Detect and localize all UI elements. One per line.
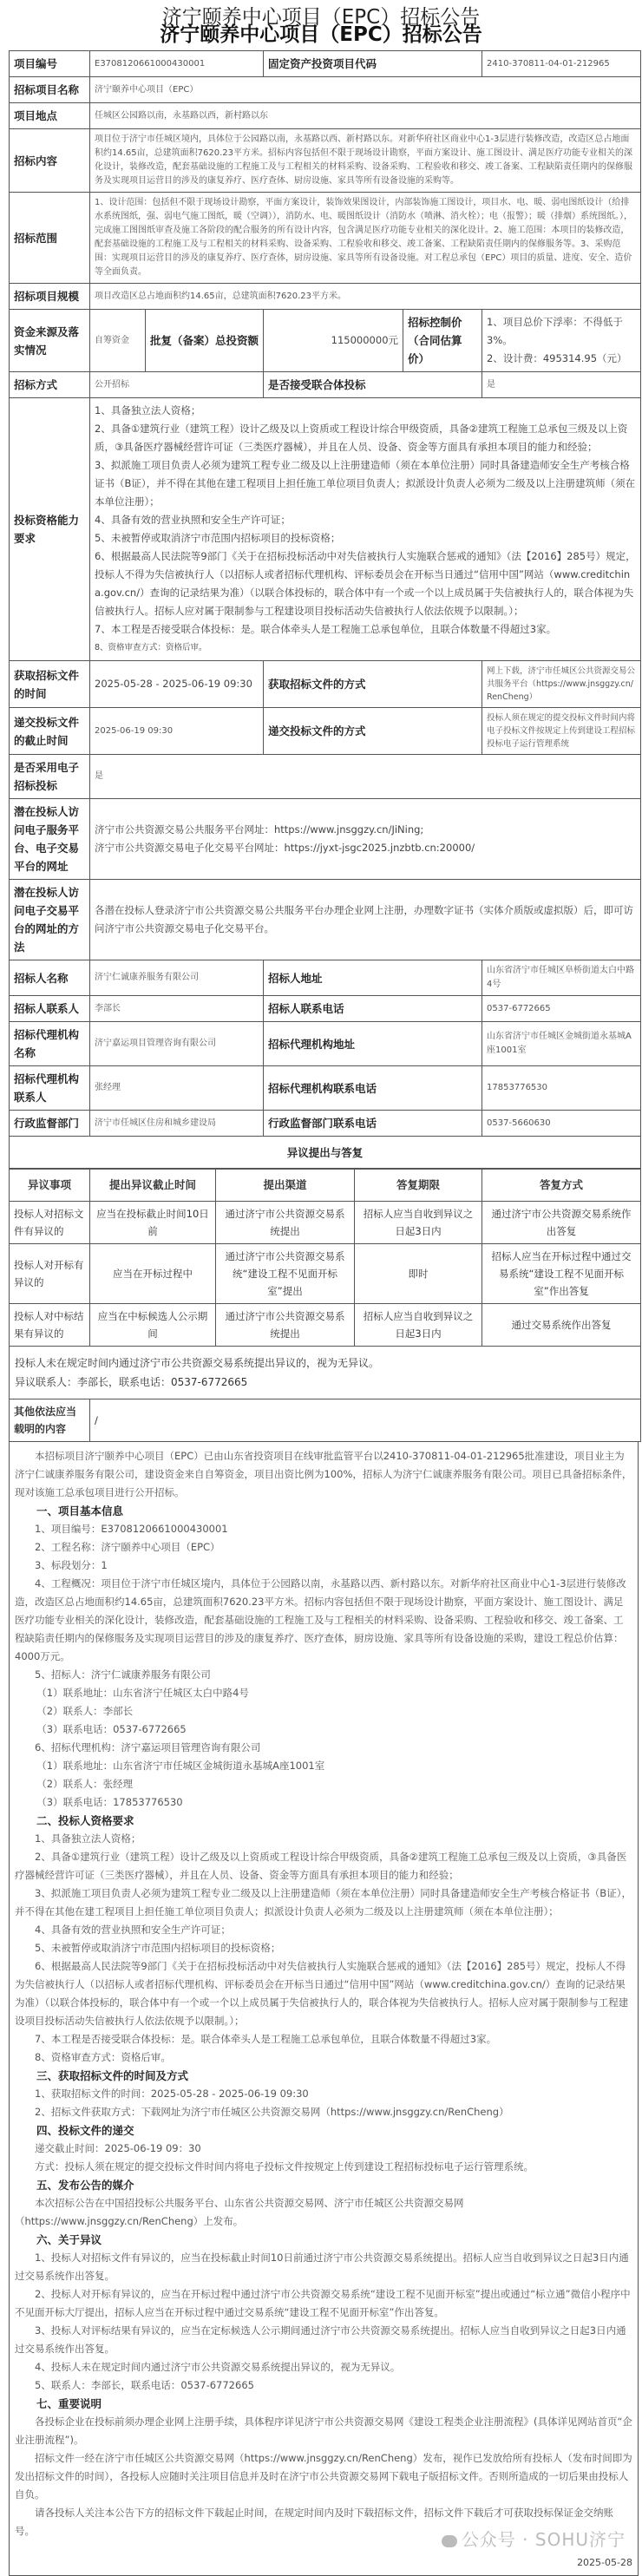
access: 各潜在投标人登录济宁市公共资源交易公共服务平台办理企业网上注册，办理数字证书（实体介质版或虚拟版）后，即可访问济宁市公共资源交易电子化交易平台。	[90, 880, 641, 960]
objection-note-1: 投标人未在规定时间内通过济宁市公共资源交易系统提出异议的，视为无异议。	[15, 1357, 380, 1369]
objection-row	[10, 1304, 641, 1347]
scope: 1、设计范围：包括但不限于现场设计勘察，平面方案设计，装饰效果图设计，内部装饰施工图设计，项目水、电、暖、弱电图纸设计（给排水系统图纸，强、弱电气施工图纸，暖（空调）），消防水、电、暖图纸设计（消防水（喷淋、消火栓）；电（报警）；暖（排烟）系统图纸。），完成施工图图纸审查及施工各阶段的配合服务的所有设计内容，包含满足医疗功能专业相关的深化设计。2、施工范围：本项目的装修改造，配套基础设施的工程施工及与工程相关的材料采购、设备采购、工程验收和移交、竣工备案、工程缺陷责任期内的保修服务等。3、采购范围：实现项目运营目的涉及的康复养疗、医疗查体，厨房设施、家具等所有设备设施。对工程总承包（EPC）项目的质量、进度、安全、造价等全面负责。	[90, 193, 641, 284]
section-heading: 五、发布公告的媒介	[36, 2179, 134, 2192]
supervisor-label: 行政监督部门	[10, 1111, 90, 1137]
qual-item: 6、根据最高人民法院等9部门《关于在招标投标活动中对失信被执行人实施联合惩戒的通知》（法【2016】285号）规定，投标人不得为失信被执行人（以招标人或者招标代理机构、评标委员会在开标当日通过“信用中国”网站（www.creditchina.gov.cn/）查询的记录结果为准）（以联合体投标的，联合体中有一个或一个以上成员属于失信被执行人的，联合体视为失信被执行人。招标人应对属于限制参与工程建设项目投标活动失信被执行人依法依规予以限制。）；	[95, 550, 636, 617]
platform-url-2[interactable]: 济宁市公共资源交易电子化交易平台网址：https://jyxt-jsgc2025.jnzbtb.cn:20000/	[95, 842, 475, 854]
project-no-label: 项目编号	[10, 51, 90, 77]
page-title: 济宁颐养中心项目（EPC）招标公告	[161, 6, 481, 29]
other-label: 其他依法应当载明的内容	[10, 1399, 90, 1442]
wechat-icon	[442, 2535, 457, 2547]
body-paragraph: 6、根据最高人民法院等9部门《关于在招标投标活动中对失信被执行人实施联合惩戒的通知》（法【2016】285号）规定，投标人不得为失信被执行人（以招标人或者招标代理机构、评标委员会在开标当日通过“信用中国”网站（www.creditchina.gov.cn/）查询的记录结果为准）（以联合体投标的，联合体中有一个或一个以上成员属于失信被执行人的，联合体视为失信被执行人。招标人应对属于限制参与工程建设项目投标活动失信被执行人依法依规予以限制。）；	[15, 1960, 629, 2027]
control-line-1: 1、项目总价下浮率：不得低于3%。	[487, 316, 623, 346]
objection-row	[10, 1244, 641, 1304]
scope-label: 招标范围	[10, 193, 90, 284]
body-paragraph: 6、招标代理机构：济宁嘉运项目管理咨询有限公司	[35, 1741, 261, 1753]
get-time-label: 获取招标文件的时间	[10, 661, 90, 708]
objection-item: 投标人对开标有异议的	[10, 1244, 90, 1304]
objection-header: 提出异议截止时间	[90, 1170, 216, 1202]
objection-channel: 通过济宁市公共资源交易系统提出	[216, 1202, 355, 1244]
objection-note	[10, 1347, 641, 1399]
supervisor: 济宁市任城区住房和城乡建设局	[90, 1111, 264, 1137]
section-heading: 七、重要说明	[36, 2397, 102, 2410]
tenderer-addr-label: 招标人地址	[264, 960, 482, 996]
qual-item: 1、具备独立法人资格；	[95, 404, 201, 416]
body-paragraph: 递交截止时间：2025-06-19 09：30	[35, 2142, 201, 2154]
objection-reply-period: 招标人应当自收到异议之日起3日内	[355, 1202, 482, 1244]
objection-item: 投标人对中标结果有异议的	[10, 1304, 90, 1347]
fixed-code: 2410-370811-04-01-212965	[482, 51, 641, 77]
body-paragraph: 1、获取招标文件的时间：2025-05-28 - 2025-06-19 09:30	[35, 2088, 309, 2100]
table-row	[10, 129, 641, 193]
tenderer-addr: 山东省济宁市任城区阜桥街道太白中路4号	[482, 960, 641, 996]
table-row	[10, 103, 641, 129]
table-row	[10, 1022, 641, 1066]
approved-amount: 115000000元	[264, 310, 403, 372]
body-paragraph: 1、投标人对招标文件有异议的，应当在投标截止时间10日前通过济宁市公共资源交易系统提出。招标人应当自收到异议之日起3日内通过交易系统作出答复。	[15, 2252, 629, 2282]
table-row	[10, 193, 641, 284]
objection-item: 投标人对招标文件有异议的	[10, 1202, 90, 1244]
watermark-date: 2025-05-28	[577, 2557, 632, 2568]
body-paragraph: 本招标项目济宁颐养中心项目（EPC）已由山东省投资项目在线审批监管平台以2410-370811-04-01-212965批准建设，项目业主为济宁仁诚康养服务有限公司，建设资金来自自筹资金，项目出资比例为100%，招标人为济宁仁诚康养服务有限公司。项目已具备招标条件，现对该施工总承包项目进行公开招标。	[15, 1450, 632, 1498]
body-paragraph: 2、具备①建筑行业（建筑工程）设计乙级及以上资质或工程设计综合甲级资质，具备②建筑工程施工总承包三级及以上资质，③具备医疗器械经营许可证（三类医疗器械），并且在人员、设备、资金等方面具有承担本项目的能力和经验；	[15, 1851, 627, 1881]
project-no: E3708120661000430001	[90, 51, 264, 77]
approved-label: 批复（备案）总投资额	[146, 310, 264, 372]
objection-reply-period: 招标人应当自收到异议之日起3日内	[355, 1304, 482, 1347]
table-row	[10, 960, 641, 996]
table-row	[10, 880, 641, 960]
section-heading: 一、项目基本信息	[36, 1504, 124, 1517]
get-time: 2025-05-28 - 2025-06-19 09:30	[90, 661, 264, 708]
body-paragraph: 5、未被暂停或取消济宁市范围内招标项目的投标资格；	[35, 1942, 281, 1954]
tenderer-phone-label: 招标人联系电话	[264, 996, 482, 1022]
content: 项目位于济宁市任城区境内，具体位于公园路以南，永基路以西、新村路以东。对新华府社区商业中心1-3层进行装修改造，改造区总占地面积约14.65亩，总建筑面积7620.23平方米。招标内容包括但不限于现场设计勘察，平面方案设计、施工图设计、满足医疗功能专业相关的深化设计，装修改造，配套基础设施的工程施工及与工程相关的材料采购、设备采购、工程验收和移交、竣工备案、工程缺陷责任期内的保修服务及实现项目运营目的涉及的康复养疗、医疗查体、厨房设施、家具等所有设备设施的采购等。	[90, 129, 641, 193]
body-paragraph: 本次招标公告在中国招投标公共服务平台、山东省公共资源交易网、济宁市任城区公共资源交易网（https://www.jnsggzy.cn/RenCheng）上发布。	[15, 2197, 464, 2227]
body-paragraph: 5、联系人：李部长，联系电话：0537-6772665	[35, 2379, 254, 2391]
watermark	[442, 2526, 626, 2551]
body-paragraph: 请各投标人关注本公告下方的招标文件下载起止时间，在规定时间内及时下载招标文件，招标文件下载后才可获取投标保证金交纳账号。	[15, 2507, 613, 2537]
agency-label: 招标代理机构名称	[10, 1022, 90, 1066]
name-label: 招标项目名称	[10, 77, 90, 103]
body-paragraph: （1）联系地址：山东省济宁任城区太白中路4号	[36, 1687, 249, 1699]
body-paragraph: 3、投标人对评标结果有异议的，应当在定标候选人公示期间通过济宁市公共资源交易系统提出。招标人应当自收到异议之日起3日内通过交易系统作出答复。	[15, 2324, 626, 2355]
table-row	[10, 51, 641, 77]
section-heading: 二、投标人资格要求	[36, 1814, 134, 1827]
objection-title: 异议提出与答复	[10, 1137, 641, 1169]
page-title-bold: 济宁颐养中心项目（EPC）招标公告	[160, 23, 482, 46]
platform-label: 潜在投标人访问电子服务平台、电子交易平台的网址	[10, 799, 90, 880]
body-paragraph: 2、工程名称：济宁颐养中心项目（EPC）	[35, 1541, 220, 1553]
body-paragraph: （2）联系人：张经理	[36, 1778, 134, 1790]
objection-reply-method: 通过交易系统作出答复	[482, 1304, 641, 1347]
deadline-label: 递交投标文件的截止时间	[10, 708, 90, 755]
agency-addr-label: 招标代理机构地址	[264, 1022, 482, 1066]
agency-contact-label: 招标代理机构联系人	[10, 1066, 90, 1111]
body-paragraph: 3、拟派施工项目负责人必须为建筑工程专业二级及以上注册建造师（须在本单位注册）同时具备建造师安全生产考核合格证书（B证），并不得在其他在建工程项目上担任施工单位项目负责人；拟派设计负责人必须为二级及以上注册建筑师（须在本单位注册）；	[15, 1887, 632, 1917]
supervisor-phone: 0537-5660630	[482, 1111, 641, 1137]
watermark-text: 公众号 · SOHU济宁	[461, 2529, 626, 2550]
scale-label: 招标项目规模	[10, 284, 90, 310]
table-row	[10, 708, 641, 755]
table-row	[10, 661, 641, 708]
table-row	[10, 1137, 641, 1169]
objection-table	[9, 1169, 641, 1442]
body-paragraph: 3、标段划分：1	[35, 1559, 108, 1571]
location-label: 项目地点	[10, 103, 90, 129]
info-table	[9, 50, 641, 1169]
objection-header: 异议事项	[10, 1170, 90, 1202]
get-method-label: 获取招标文件的方式	[264, 661, 482, 708]
table-row	[10, 398, 641, 661]
platform-url-1[interactable]: 济宁市公共资源交易公共服务平台网址：https://www.jnsggzy.cn/JiNing;	[95, 823, 424, 836]
objection-reply-period: 即时	[355, 1244, 482, 1304]
control-line-2: 2、设计费：495314.95（元）	[487, 352, 627, 364]
project-name: 济宁颐养中心项目（EPC）	[90, 77, 641, 103]
body-paragraph: 8、资格审查方式：资格后审。	[35, 2051, 171, 2063]
body-paragraph: 1、具备独立法人资格；	[35, 1832, 141, 1845]
objection-channel: 通过济宁市公共资源交易系统提出	[216, 1304, 355, 1347]
body-paragraph: （3）联系电话：17853776530	[36, 1796, 183, 1808]
agency: 济宁嘉运项目管理咨询有限公司	[90, 1022, 264, 1066]
table-row	[10, 1066, 641, 1111]
fixed-code-label: 固定资产投资项目代码	[264, 51, 482, 77]
qual-item: 3、拟派施工项目负责人必须为建筑工程专业二级及以上注册建造师（须在本单位注册）同时具备建造师安全生产考核合格证书（B证），并不得在其他在建工程项目上担任施工单位项目负责人；拟派设计负责人必须为二级及以上注册建筑师（须在本单位注册）；	[95, 459, 636, 508]
body-paragraph: 各投标企业在投标前须办理企业网上注册手续，具体程序详见济宁市公共资源交易网《建设工程类企业注册流程》(具体详见网站首页“企业注册流程”)。	[15, 2415, 632, 2446]
objection-header: 答复方式	[482, 1170, 641, 1202]
method-label: 招标方式	[10, 372, 90, 398]
qual-item: 7、本工程是否接受联合体投标：是。联合体牵头人是工程施工总承包单位，且联合体数量不得超过3家。	[95, 623, 557, 635]
body-paragraph: 4、工程概况：项目位于济宁市任城区境内，具体位于公园路以南，永基路以西、新村路以东。对新华府社区商业中心1-3层进行装修改造，改造区总占地面积约14.65亩，总建筑面积7620.23平方米。招标内容包括但不限于现场设计勘察，平面方案设计、施工图设计、满足医疗功能专业相关的深化设计，装修改造，配套基础设施的工程施工及与工程相关的材料采购、设备采购、工程验收和移交、竣工备案、工程缺陷责任期内的保修服务及实现项目运营目的涉及的康复养疗、医疗查体，厨房设施、家具等所有设备设施的采购，建设工程总价估算：4000万元。	[15, 1577, 626, 1662]
platform-urls	[90, 799, 641, 880]
objection-row	[10, 1202, 641, 1244]
body-paragraph: （3）联系电话：0537-6772665	[36, 1723, 187, 1735]
agency-addr: 山东省济宁市任城区金城街道永基城A座1001室	[482, 1022, 641, 1066]
fund-label: 资金来源及落实情况	[10, 310, 90, 372]
objection-channel: 通过济宁市公共资源交易系统“建设工程不见面开标室”提出	[216, 1244, 355, 1304]
submit-method: 投标人须在规定的提交投标文件时间内将电子投标文件按规定上传到建设工程招标投标电子运行管理系统	[482, 708, 641, 755]
other-row	[10, 1399, 641, 1442]
title-block	[0, 0, 642, 50]
get-method: 网上下载，济宁市任城区公共资源交易公共服务平台（https://www.jnsggzy.cn/RenCheng）	[482, 661, 641, 708]
deadline: 2025-06-19 09:30	[90, 708, 264, 755]
access-label: 潜在投标人访问电子交易平台的网址的方法	[10, 880, 90, 960]
body-paragraph: （2）联系人：李部长	[36, 1705, 134, 1717]
table-row	[10, 996, 641, 1022]
body-paragraph: 7、本工程是否接受联合体投标：是。联合体牵头人是工程施工总承包单位，且联合体数量不得超过3家。	[35, 2033, 497, 2045]
control-label: 招标控制价（合同估算价）	[403, 310, 482, 372]
table-row	[10, 799, 641, 880]
electronic-label: 是否采用电子招标投标	[10, 755, 90, 799]
body-paragraph: 方式：投标人须在规定的提交投标文件时间内将电子投标文件按规定上传到建设工程招标投标电子运行管理系统。	[35, 2160, 534, 2173]
section-heading: 六、关于异议	[36, 2233, 102, 2246]
body-paragraph: 4、具备有效的营业执照和安全生产许可证；	[35, 1924, 231, 1936]
body-paragraph: （1）联系地址：山东省济宁市任城区金城街道永基城A座1001室	[36, 1760, 325, 1772]
objection-deadline: 应当在开标过程中	[90, 1244, 216, 1304]
objection-header-row	[10, 1170, 641, 1202]
location: 任城区公园路以南，永基路以西，新村路以东	[90, 103, 641, 129]
objection-header: 提出渠道	[216, 1170, 355, 1202]
section-heading: 三、获取招标文件的时间及方式	[36, 2069, 189, 2082]
objection-deadline: 应当在中标候选人公示期间	[90, 1304, 216, 1347]
body-paragraph: 招标文件一经在济宁市任城区公共资源交易网（https://www.jnsggzy.cn/RenCheng）发布，视作已发放给所有投标人（发布时间即为发出招标文件的时间），各投标人应随时关注项目信息并及时在济宁市公共资源交易网下载电子版招标文件。否则所造成的一切后果由投标人自负。	[15, 2452, 632, 2501]
table-row	[10, 372, 641, 398]
scale: 项目改造区总占地面积约14.65亩，总建筑面积7620.23平方米。	[90, 284, 641, 310]
agency-contact: 张经理	[90, 1066, 264, 1111]
table-row	[10, 755, 641, 799]
method: 公开招标	[90, 372, 264, 398]
qual-item: 4、具备有效的营业执照和安全生产许可证；	[95, 514, 291, 526]
qual-item: 2、具备①建筑行业（建筑工程）设计乙级及以上资质或工程设计综合甲级资质，具备②建筑工程施工总承包三级及以上资质，③具备医疗器械经营许可证（三类医疗器械），并且在人员、设备、资金等方面具有承担本项目的能力和经验；	[95, 423, 628, 453]
body-paragraph: 2、投标人对开标有异议的，应当在开标过程中通过济宁市公共资源交易系统“建设工程不见面开标室”提出或通过“标立通”微信小程序中不见面开标大厅提出，招标人应当在开标过程中通过交易系统“建设工程不见面开标室”作出答复。	[15, 2288, 631, 2318]
control-price	[482, 310, 641, 372]
qual-list	[90, 398, 641, 661]
qual-label: 投标资格能力要求	[10, 398, 90, 661]
consortium-label: 是否接受联合体投标	[264, 372, 482, 398]
objection-note-row	[10, 1347, 641, 1399]
tenderer-contact-label: 招标人联系人	[10, 996, 90, 1022]
announcement-body	[9, 1442, 639, 2576]
qual-item: 5、未被暂停或取消济宁市范围内招标项目的投标资格；	[95, 532, 341, 544]
tenderer-label: 招标人名称	[10, 960, 90, 996]
objection-reply-method: 招标人应当在开标过程中通过交易系统“建设工程不见面开标室”作出答复	[482, 1244, 641, 1304]
objection-header: 答复期限	[355, 1170, 482, 1202]
objection-reply-method: 通过济宁市公共资源交易系统作出答复	[482, 1202, 641, 1244]
objection-deadline: 应当在投标截止时间10日前	[90, 1202, 216, 1244]
content-label: 招标内容	[10, 129, 90, 193]
table-row	[10, 284, 641, 310]
table-row	[10, 77, 641, 103]
fund-source: 自筹资金	[90, 310, 146, 372]
body-paragraph: 2、招标文件获取方式：下载网址为济宁市任城区公共资源交易网（https://www.jnsggzy.cn/RenCheng）	[35, 2106, 509, 2118]
body-paragraph: 1、项目编号：E3708120661000430001	[35, 1523, 228, 1535]
tenderer: 济宁仁诚康养服务有限公司	[90, 960, 264, 996]
electronic: 是	[90, 755, 641, 799]
consortium: 是	[482, 372, 641, 398]
body-paragraph: 5、招标人：济宁仁诚康养服务有限公司	[35, 1668, 211, 1681]
agency-phone: 17853776530	[482, 1066, 641, 1111]
tenderer-phone: 0537-6772665	[482, 996, 641, 1022]
body-paragraph: 4、投标人未在规定时间内通过济宁市公共资源交易系统提出异议的，视为无异议。	[35, 2361, 401, 2373]
section-heading: 四、投标文件的递交	[36, 2124, 134, 2137]
objection-note-2: 异议联系人：李部长，联系电话：0537-6772665	[15, 1376, 248, 1388]
qual-item: 8、资格审查方式：资格后审。	[95, 643, 207, 652]
table-row	[10, 310, 641, 372]
table-row	[10, 1111, 641, 1137]
submit-method-label: 递交投标文件的方式	[264, 708, 482, 755]
supervisor-phone-label: 行政监督部门联系电话	[264, 1111, 482, 1137]
agency-phone-label: 招标代理机构联系电话	[264, 1066, 482, 1111]
tenderer-contact: 李部长	[90, 996, 264, 1022]
other-value: /	[90, 1399, 641, 1442]
